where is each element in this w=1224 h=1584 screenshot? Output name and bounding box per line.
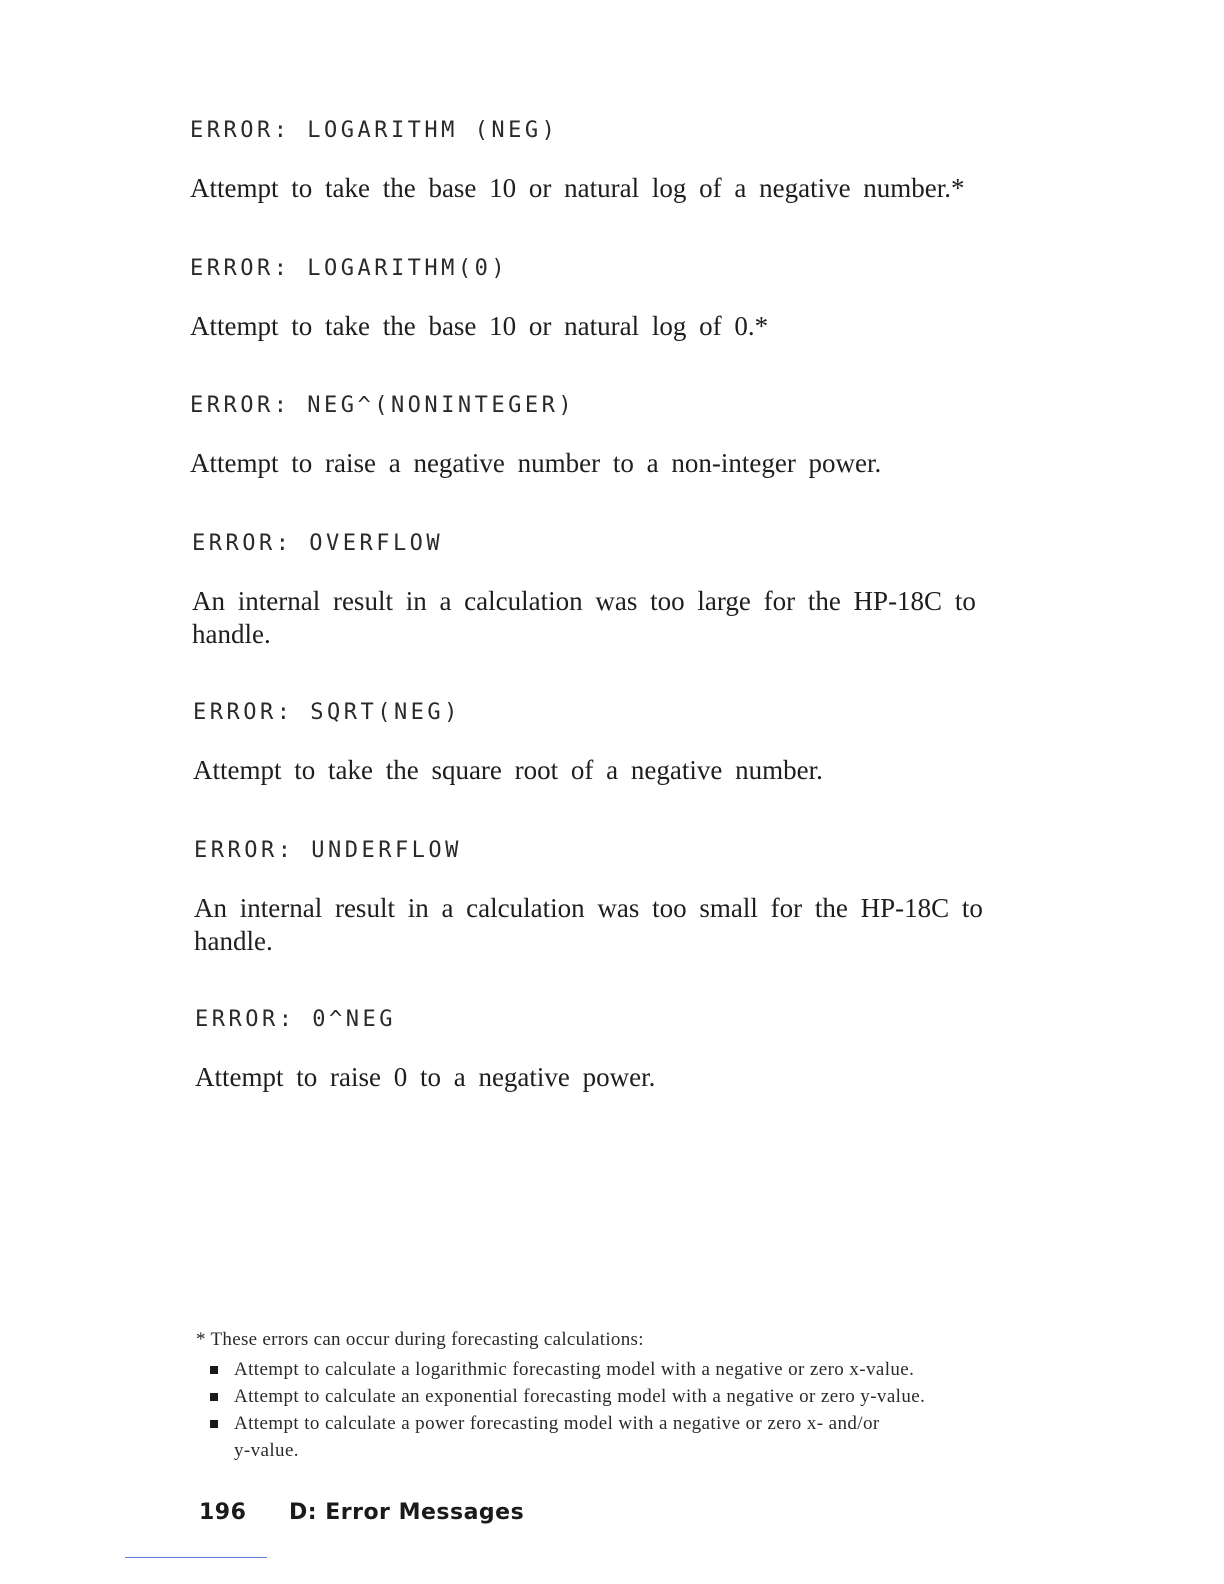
error-description: Attempt to raise 0 to a negative power. bbox=[195, 1062, 656, 1092]
section-title: D: Error Messages bbox=[289, 1500, 525, 1525]
square-bullet-icon bbox=[210, 1366, 218, 1374]
page-footer bbox=[199, 1500, 524, 1525]
error-code: ERROR: 0^NEG bbox=[195, 1007, 396, 1032]
page-number: 196 bbox=[199, 1500, 247, 1525]
scan-edge-line bbox=[125, 1557, 267, 1558]
error-description: An internal result in a calculation was too large for the HP-18C to handle. bbox=[192, 586, 976, 649]
footnote-item-text: Attempt to calculate an exponential forecasting model with a negative or zero y-value. bbox=[234, 1386, 926, 1407]
error-entry-log-neg bbox=[190, 116, 1030, 205]
footnote-list-item bbox=[196, 1383, 1036, 1410]
square-bullet-icon bbox=[210, 1393, 218, 1401]
error-code: ERROR: UNDERFLOW bbox=[194, 838, 462, 863]
error-entry-neg-noninteger bbox=[190, 391, 1030, 480]
footnote bbox=[196, 1326, 1036, 1464]
footnote-intro: * These errors can occur during forecasting calculations: bbox=[196, 1329, 644, 1350]
error-entry-underflow bbox=[194, 836, 1034, 958]
error-entry-sqrt-neg bbox=[193, 698, 1033, 787]
error-code: ERROR: SQRT(NEG) bbox=[193, 700, 461, 725]
error-code: ERROR: OVERFLOW bbox=[192, 531, 444, 556]
error-entry-log-zero bbox=[190, 254, 1030, 343]
footnote-list bbox=[196, 1356, 1036, 1464]
square-bullet-icon bbox=[210, 1420, 218, 1428]
error-description: Attempt to raise a negative number to a non-integer power. bbox=[190, 448, 882, 478]
error-description: Attempt to take the base 10 or natural log of 0.* bbox=[190, 311, 769, 341]
footnote-item-text: Attempt to calculate a power forecasting model with a negative or zero x- and/or y-value. bbox=[234, 1413, 880, 1461]
footnote-list-item bbox=[196, 1410, 1036, 1464]
error-code: ERROR: LOGARITHM(0) bbox=[190, 256, 509, 281]
error-entry-zero-neg bbox=[195, 1005, 1035, 1094]
error-code: ERROR: LOGARITHM (NEG) bbox=[190, 118, 559, 143]
footnote-item-text: Attempt to calculate a logarithmic forecasting model with a negative or zero x-value. bbox=[234, 1359, 915, 1380]
error-entry-overflow bbox=[192, 529, 1032, 651]
error-description: Attempt to take the square root of a negative number. bbox=[193, 755, 823, 785]
footnote-list-item bbox=[196, 1356, 1036, 1383]
error-description: An internal result in a calculation was too small for the HP-18C to handle. bbox=[194, 893, 983, 956]
error-code: ERROR: NEG^(NONINTEGER) bbox=[190, 393, 576, 418]
error-description: Attempt to take the base 10 or natural log of a negative number.* bbox=[190, 173, 965, 203]
